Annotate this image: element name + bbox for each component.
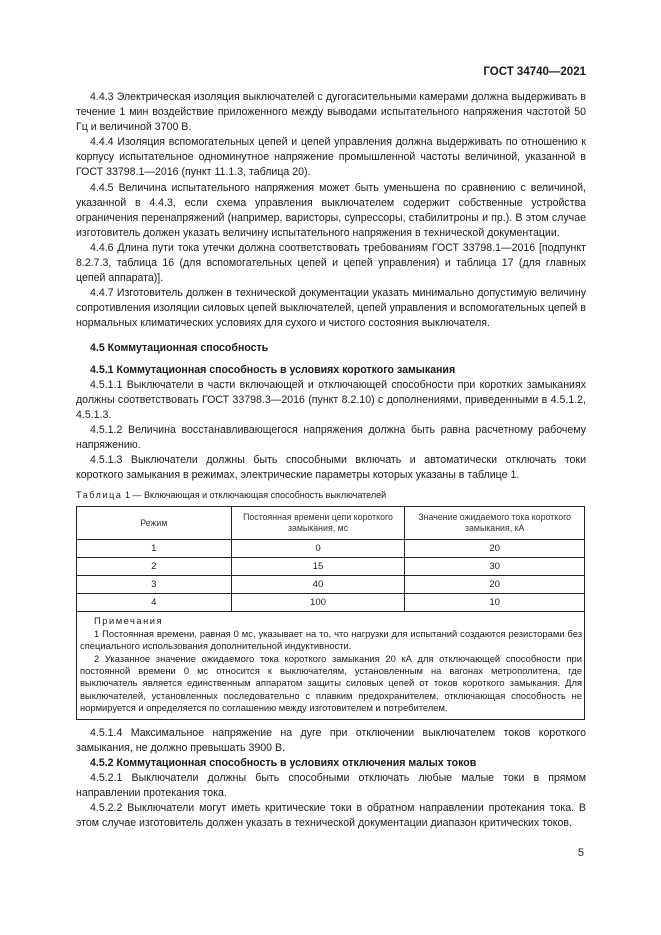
table-cell: 0 <box>231 540 405 558</box>
table-notes <box>77 612 585 719</box>
paragraph-4-4-3: 4.4.3 Электрическая изоляция выключателей с дугогасительными камерами должна выдерживать в течение 1 мин воздействие приложенного между выводами испытательного напряжения частотой 50 Гц и величиной 3700 В. <box>76 91 586 134</box>
paragraph-4-5-1-2: 4.5.1.2 Величина восстанавливающегося напряжения должна быть равна расчетному рабочему напряжению. <box>76 423 586 452</box>
table-caption-text: 1 — Включающая и отключающая способность выключателей <box>125 490 387 501</box>
page-number: 5 <box>577 847 584 859</box>
notes-heading: Примечания <box>94 615 164 627</box>
table-header-row <box>77 507 585 540</box>
section-heading-4-5: 4.5 Коммутационная способность <box>90 341 269 354</box>
table-cell: 30 <box>405 558 585 576</box>
table-notes-row <box>77 612 585 719</box>
table-row <box>77 594 585 612</box>
table-row <box>77 558 585 576</box>
note-1: 1 Постоянная времени, равная 0 мс, указывает на то, что нагрузки для испытаний создаются резисторами без специального использования дополнительной индуктивности. <box>80 627 582 652</box>
table-cell: 4 <box>77 594 232 612</box>
table-cell: 1 <box>77 540 232 558</box>
paragraph-4-5-1-1: 4.5.1.1 Выключатели в части включающей и отключающей способности при коротких замыканиях должны соответствовать ГОСТ 33798.3—2016 (пункт 8.2.10) с дополнениями, приведенными в 4.5.1.2, 4.5.1.3. <box>76 378 586 421</box>
document-code: ГОСТ 34740—2021 <box>483 66 586 78</box>
table-cell: 100 <box>231 594 405 612</box>
table-cell: 3 <box>77 576 232 594</box>
paragraph-4-5-1-3: 4.5.1.3 Выключатели должны быть способными включать и автоматически отключать токи короткого замыкания в режимах, электрические параметры которых указаны в таблице 1. <box>76 454 586 482</box>
table-header-expected-current: Значение ожидаемого тока короткого замыкания, кА <box>405 507 585 540</box>
table-cell: 15 <box>231 558 405 576</box>
page-content <box>76 90 586 831</box>
table-caption-label: Таблица <box>76 490 123 501</box>
table-header-time-constant: Постоянная времени цепи короткого замыкания, мс <box>231 507 405 540</box>
paragraph-4-4-5: 4.4.5 Величина испытательного напряжения может быть уменьшена по сравнению с величиной, указанной в 4.4.3, если схема управления выключателем содержит собственные устройства ограничения перенапряжений (например, варисторы, супрессоры, стабилитроны и пр.). В этом случае изготовитель должен указать величину испытательного напряжения в технической документации. <box>76 181 586 239</box>
table-cell: 40 <box>231 576 405 594</box>
paragraph-4-5-2-1: 4.5.2.1 Выключатели должны быть способными отключать любые малые токи в прямом направлении протекания тока. <box>76 771 586 800</box>
paragraph-4-4-4: 4.4.4 Изоляция вспомогательных цепей и цепей управления должна выдерживать по отношению к корпусу испытательное одноминутное напряжение промышленной частоты величиной, указанной в ГОСТ 33798.1—2016 (пункт 11.1.3, таблица 20). <box>76 136 586 179</box>
paragraph-4-5-1-4: 4.5.1.4 Максимальное напряжение на дуге при отключении выключателем токов короткого замыкания, не должно превышать 3900 В. <box>76 726 586 754</box>
table-row <box>77 540 585 558</box>
paragraph-4-4-6: 4.4.6 Длина пути тока утечки должна соответствовать требованиям ГОСТ 33798.1—2016 [подпункт 8.2.7.3, таблица 16 (для вспомогательных цепей и цепей управления) и таблица 17 (для главных цепей аппарата)]. <box>76 241 586 285</box>
table-cell: 10 <box>405 594 585 612</box>
section-heading-4-5-1: 4.5.1 Коммутационная способность в условиях короткого замыкания <box>90 363 456 376</box>
table-1 <box>76 506 585 719</box>
table-row <box>77 576 585 594</box>
table-cell: 20 <box>405 576 585 594</box>
table-cell: 20 <box>405 540 585 558</box>
section-heading-4-5-2: 4.5.2 Коммутационная способность в условиях отключения малых токов <box>90 756 477 769</box>
paragraph-4-5-2-2: 4.5.2.2 Выключатели могут иметь критические токи в обратном направлении протекания тока. В этом случае изготовитель должен указать в технической документации диапазон критических токов. <box>76 802 586 830</box>
table-caption <box>76 488 586 503</box>
paragraph-4-4-7: 4.4.7 Изготовитель должен в технической документации указать минимально допустимую величину сопротивления изоляции силовых цепей выключателей, цепей управления и вспомогательных цепей в нормальных климатических условиях для сухого и чистого состояния выключателя. <box>76 287 586 330</box>
note-2: 2 Указанное значение ожидаемого тока короткого замыкания 20 кА для отключающей способности при постоянной времени 0 мс относится к выключателям, установленным на вагонах метрополитена, где выключатель является единственным аппаратом защиты силовых цепей от токов короткого замыкания. Для выключателей, установленных последовательно с плавким предохранителем, отключающая способность не нормируется и определяется по соглашению между изготовителем и потребителем. <box>80 652 582 714</box>
table-header-mode: Режим <box>77 507 232 540</box>
table-cell: 2 <box>77 558 232 576</box>
